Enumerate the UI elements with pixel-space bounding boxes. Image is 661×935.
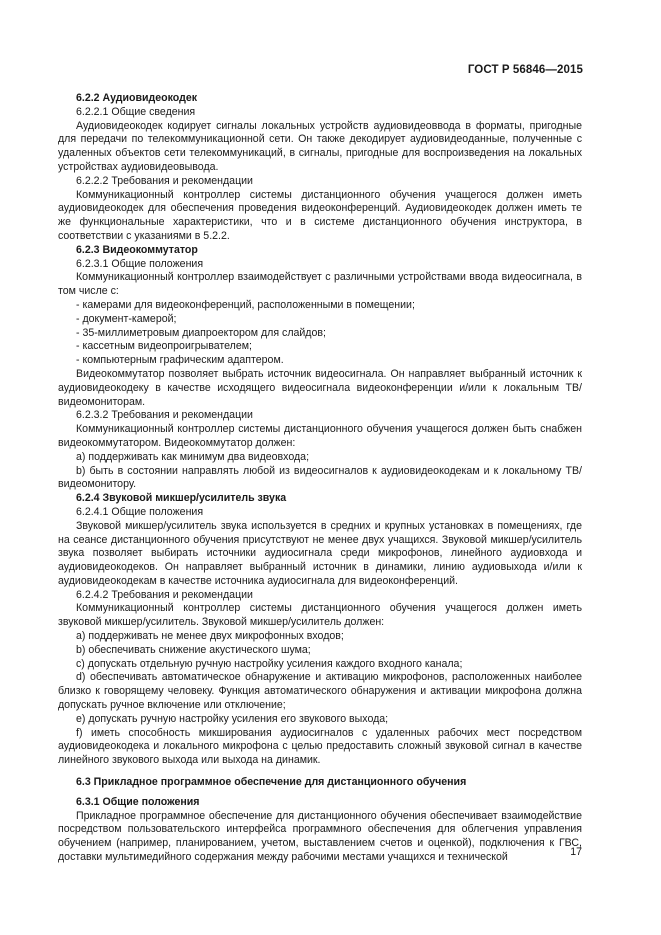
paragraph: 6.2.2.1 Общие сведения — [76, 105, 196, 118]
section-heading: 6.3.1 Общие положения — [76, 795, 200, 808]
document-code: ГОСТ Р 56846—2015 — [467, 64, 583, 76]
paragraph: b) обеспечивать снижение акустического шума; — [76, 643, 311, 656]
paragraph: Аудиовидеокодек кодирует сигналы локальных устройств аудиовидеоввода в форматы, пригодные для передачи по телекоммуникационной сети. Он также декодирует аудиовидеоданные, полученные с удаленных объектов сети телекоммуникаций, в сигналы, пригодные для воспроизведения на локальных устройствах аудиовидеовывода. — [58, 119, 582, 173]
paragraph: d) обеспечивать автоматическое обнаружение и активацию микрофонов, расположенных наиболее близко к говорящему человеку. Функция автоматического обнаружения и активации микрофона должна допускать ручное включение или отключение; — [58, 671, 582, 712]
paragraph: Прикладное программное обеспечение для дистанционного обучения обеспечивает взаимодействие посредством пользовательского интерфейса программного обеспечения для облегчения управления обучением (например, планированием, учетом, выставлением счетов и оценкой), подключения к ГВС, доставки мультимедийного содержания между рабочими местами учащихся и технической — [58, 809, 582, 864]
paragraph: 6.2.4.1 Общие положения — [76, 505, 204, 518]
paragraph: f) иметь способность микширования аудиосигналов с удаленных рабочих мест посредством аудиовидеокодека и локального микрофона с целью предоставить сложный звуковой сигнал в качестве линейного звукового выхода или выхода на динамик. — [58, 726, 582, 767]
paragraph: - камерами для видеоконференций, расположенными в помещении; — [76, 298, 415, 311]
section-heading: 6.2.2 Аудиовидеокодек — [76, 92, 198, 104]
section-heading: 6.3 Прикладное программное обеспечение для дистанционного обучения — [76, 776, 467, 789]
paragraph: c) допускать отдельную ручную настройку усиления каждого входного канала; — [76, 657, 463, 670]
paragraph: Звуковой микшер/усилитель звука используется в средних и крупных установках в помещениях, где на сеансе дистанционного обучения присутствуют не менее двух учащихся. Звуковой микшер/усилитель звука позволяет выбирать источники аудиосигнала среди микрофонов, линейного аудиовхода и аудиовидеокодеков. Он направляет выбранный источник в динамики, линию аудиовыхода и/или к аудиовидеокодекам в качестве источника аудиосигнала для видеоконференций. — [58, 519, 582, 587]
paragraph: - 35-миллиметровым диапроектором для слайдов; — [76, 326, 326, 339]
paragraph: - компьютерным графическим адаптером. — [76, 354, 284, 367]
paragraph: a) поддерживать как минимум два видеовхода; — [76, 450, 310, 463]
paragraph: b) быть в состоянии направлять любой из видеосигналов к аудиовидеокодекам и к локальному ТВ/видеомонитору. — [58, 464, 582, 491]
paragraph: 6.2.4.2 Требования и рекомендации — [76, 588, 253, 601]
document-body — [58, 92, 582, 865]
section-heading: 6.2.4 Звуковой микшер/усилитель звука — [76, 492, 287, 505]
paragraph: Коммуникационный контроллер системы дистанционного обучения учащегося должен иметь звуковой микшер/усилитель. Звуковой микшер/усилитель должен: — [58, 602, 582, 629]
paragraph: 6.2.3.2 Требования и рекомендации — [76, 409, 253, 422]
paragraph: - документ-камерой; — [76, 312, 177, 325]
page-number: 17 — [570, 846, 582, 858]
paragraph: a) поддерживать не менее двух микрофонных входов; — [76, 630, 344, 643]
section-heading: 6.2.3 Видеокоммутатор — [76, 243, 198, 256]
paragraph: - кассетным видеопроигрывателем; — [76, 340, 252, 353]
paragraph: Коммуникационный контроллер системы дистанционного обучения учащегося должен быть снабжен видеокоммутатором. Видеокоммутатор должен: — [58, 423, 582, 449]
paragraph: Коммуникационный контроллер взаимодействует с различными устройствами ввода видеосигнала, в том числе с: — [58, 271, 582, 298]
paragraph: Видеокоммутатор позволяет выбрать источник видеосигнала. Он направляет выбранный источник к аудиовидеокодеку в качестве исходящего видеосигнала видеоконференции и/или к локальным ТВ/видеомониторам. — [58, 367, 582, 408]
paragraph: e) допускать ручную настройку усиления его звукового выхода; — [76, 712, 389, 725]
paragraph: 6.2.2.2 Требования и рекомендации — [76, 174, 253, 187]
paragraph: Коммуникационный контроллер системы дистанционного обучения учащегося должен иметь аудиовидеокодек для обеспечения проведения видеоконференций. Аудиовидеокодек должен иметь те же функциональные характеристики, что и в системе дистанционного обучения инструктора, в соответствии с указаниями в 5.2.2. — [58, 188, 582, 242]
paragraph: 6.2.3.1 Общие положения — [76, 257, 204, 270]
